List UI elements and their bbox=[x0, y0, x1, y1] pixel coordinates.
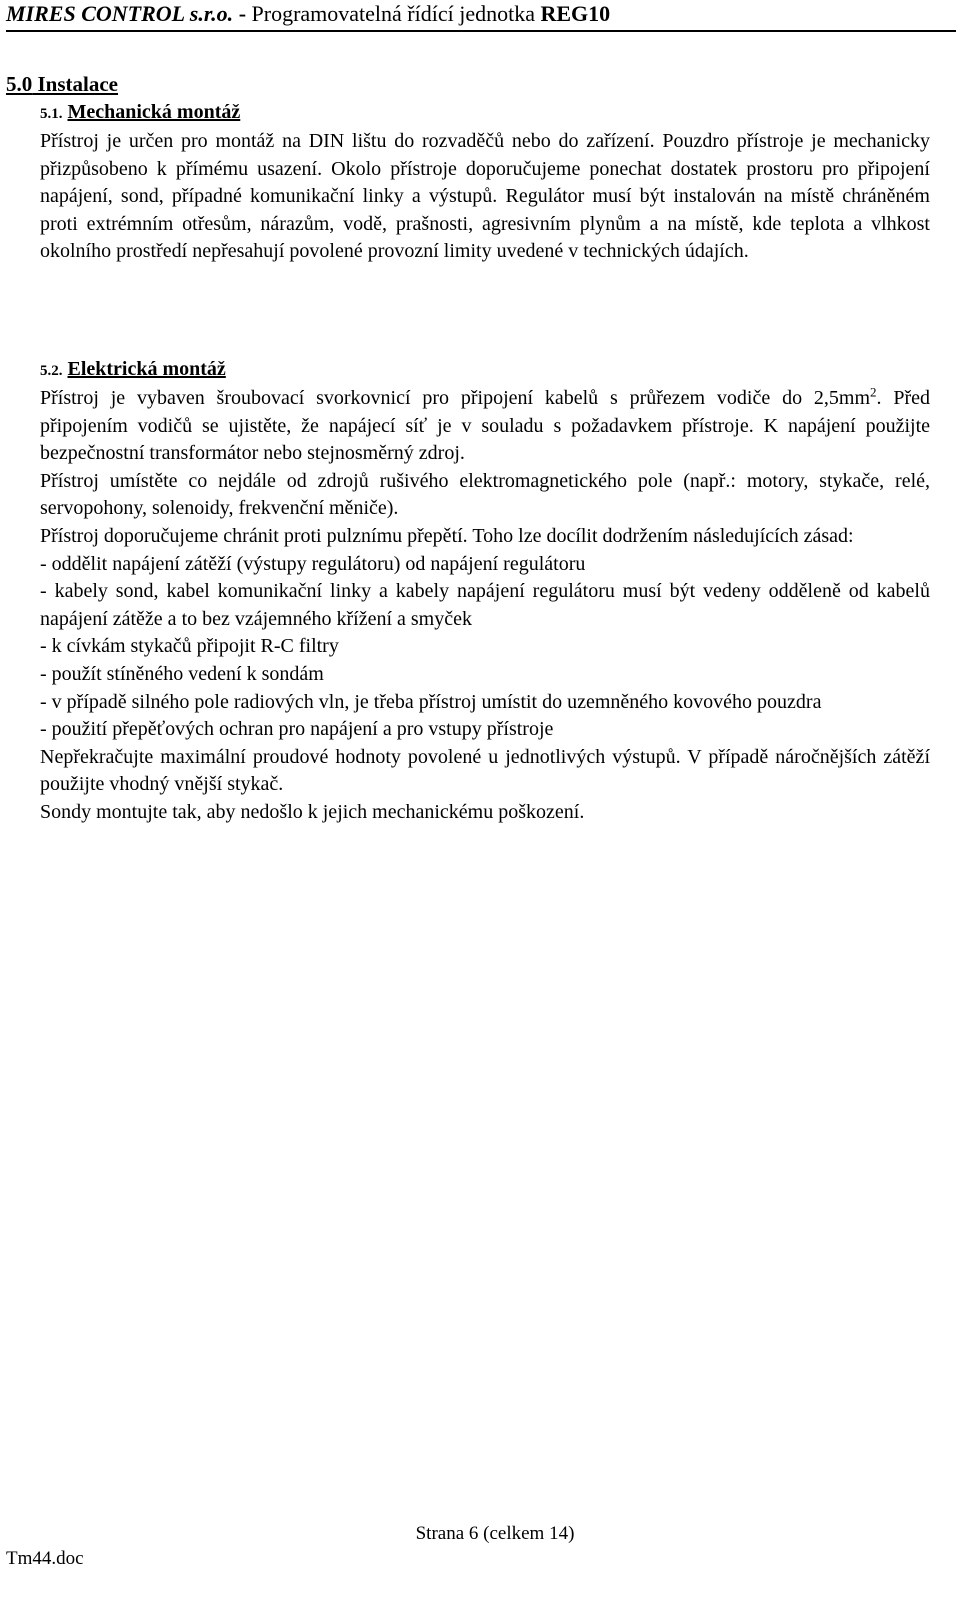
page-number: Strana 6 (celkem 14) bbox=[415, 1523, 575, 1544]
subsection-number: 5.1. bbox=[40, 106, 63, 122]
paragraph-overvoltage: Přístroj doporučujeme chránit proti pulznímu přepětí. Toho lze docílit dodržením následujících zásad: bbox=[40, 524, 854, 547]
subsection-title: Mechanická montáž bbox=[67, 101, 241, 123]
header-separator: - bbox=[233, 1, 252, 26]
list-item: - použití přepěťových ochran pro napájení a pro vstupy přístroje bbox=[40, 718, 554, 741]
header-model: REG10 bbox=[540, 1, 611, 26]
list-item: - oddělit napájení zátěží (výstupy regulátoru) od napájení regulátoru bbox=[40, 552, 586, 575]
section-heading-main bbox=[6, 70, 118, 98]
superscript: 2 bbox=[870, 384, 877, 400]
subsection-heading bbox=[40, 356, 930, 385]
section-number: 5.0 bbox=[6, 72, 33, 96]
list-item: - kabely sond, kabel komunikační linky a kabely napájení regulátoru musí být vedeny odděleně od kabelů napájení zátěže a to bez vzájemného křížení a smyček bbox=[40, 580, 930, 630]
list-item: - použít stíněného vedení k sondám bbox=[40, 662, 324, 685]
section-mechanical bbox=[40, 99, 930, 266]
paragraph-interference: Přístroj umístěte co nejdále od zdrojů rušivého elektromagnetického pole (např.: motory, stykače, relé, servopohony, solenoidy, frekvenční měniče). bbox=[40, 469, 930, 520]
list-item: - v případě silného pole radiových vln, je třeba přístroj umístit do uzemněného kovového pouzdra bbox=[40, 690, 822, 713]
company-name: MIRES CONTROL s.r.o. bbox=[6, 1, 234, 26]
paragraph-mechanical: Přístroj je určen pro montáž na DIN lištu do rozvaděčů nebo do zařízení. Pouzdro přístroje je mechanicky přizpůsobeno k přímému usazení. Okolo přístroje doporučujeme ponechat dostatek prostoru pro připojení napájení, sond, případné komunikační linky a výstupů. Regulátor musí být instalován na místě chráněném proti extrémním otřesům, nárazům, vodě, prašnosti, agresivním plynům a na místě, kde teplota a vlhkost okolního prostředí nepřesahují povolené provozní limity uvedené v technických údajích. bbox=[40, 130, 930, 263]
subsection-number: 5.2. bbox=[40, 363, 63, 379]
list-item: - k cívkám stykačů připojit R-C filtry bbox=[40, 635, 339, 658]
section-electrical bbox=[40, 356, 930, 827]
paragraph-sensors: Sondy montujte tak, aby nedošlo k jejich mechanickému poškození. bbox=[40, 800, 585, 823]
subsection-heading bbox=[40, 99, 930, 128]
subsection-title: Elektrická montáž bbox=[67, 358, 226, 380]
file-name: Tm44.doc bbox=[6, 1548, 84, 1569]
paragraph-text: Přístroj je vybaven šroubovací svorkovnicí pro připojení kabelů s průřezem vodiče do 2,5mm bbox=[40, 387, 871, 409]
section-title: Instalace bbox=[37, 72, 118, 96]
paragraph-text: . Před připojením vodičů se ujistěte, že napájecí síť je v souladu s požadavkem přístroje. K napájení použijte bezpečnostní transformátor nebo stejnosměrný zdroj. bbox=[40, 387, 930, 465]
header-subtitle: Programovatelná řídící jednotka bbox=[251, 1, 541, 26]
page-header bbox=[6, 0, 956, 32]
paragraph-outputs: Nepřekračujte maximální proudové hodnoty povolené u jednotlivých výstupů. V případě náročnějších zátěží použijte vhodný vnější stykač. bbox=[40, 745, 930, 796]
paragraph-terminal bbox=[40, 385, 930, 468]
